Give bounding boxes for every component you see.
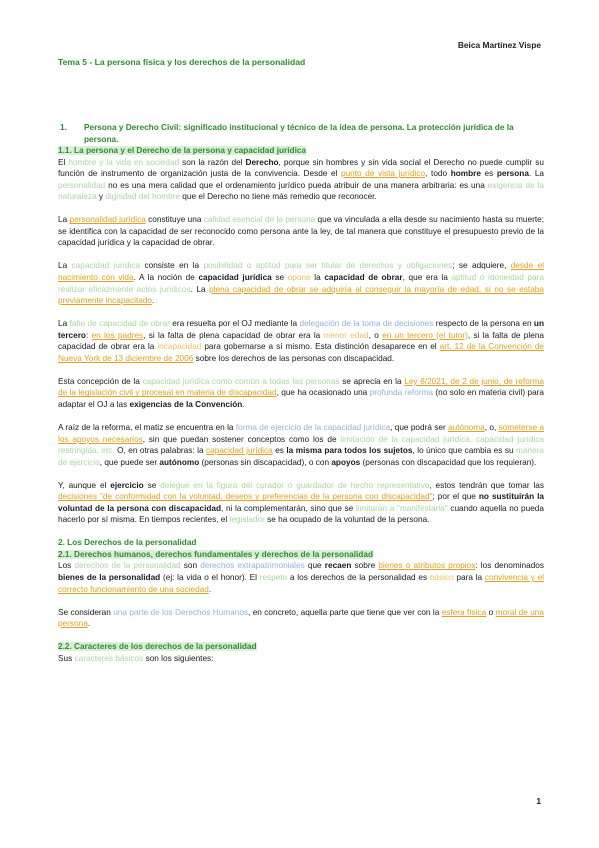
section-2-heading: 2. Los Derechos de la personalidad [58,538,197,548]
paragraph-4: La falta de capacidad de obrar era resuelta por el OJ mediante la delegación de la toma de decisiones respecto de la persona en un tercero: en los padres, si la falta de plena capacidad de obrar era la menor edad, o en un tercero (el tutor), si la falta de plena capacidad de obrar era la incapacidad para gobernarse a sí mismo. Esta distinción desaparece en el art. 12 de la Convención de Nueva York de 13 diciembre de 2006 sobre los derechos de las personas con discapacidad. [58,319,545,363]
page-number: 1 [536,796,541,806]
section-title: Persona y Derecho Civil: significado institucional y técnico de la idea de persona. La protección jurídica de la persona. [84,123,514,144]
paragraph-2: La personalidad jurídica constituye una calidad esencial de la persona que va vinculada a ella desde su nacimiento hasta su muerte; se identifica con la capacidad de ser reconocido como persona ante la ley, de tal manera que constituye el presupuesto previo de la capacidad jurídica y la capacidad de obrar. [58,215,544,248]
document-body [58,122,544,676]
paragraph-6: A raíz de la reforma, el matiz se encuentra en la forma de ejercicio de la capacidad jurídica, que podrá ser autónoma, o, someterse a los apoyos necesarios, sin que puedan sostener conceptos como los de limitación de la capacidad jurídica, capacidad jurídica restringida, etc. O, en otras palabras: la capacidad jurídica es la misma para todos los sujetos, lo único que cambia es su manera de ejercicio, que puede ser autónomo (personas sin discapacidad), o con apoyos (personas con discapacidad que los requieran). [58,422,544,467]
paragraph-8: Los derechos de la personalidad son derechos extrapatrimoniales que recaen sobre bienes o atributos propios: los denominados bienes de la personalidad (ej: la vida o el honor). El respeto a los derechos de la personalidad es básico para la convivencia y el correcto funcionamiento de una sociedad. [58,561,545,594]
author-name: Beica Martínez Vispe [457,40,541,50]
paragraph-7: Y, aunque el ejercicio se delegue en la figura del curador o guardador de hecho representativo, estos tendrán que tomar las decisiones "de conformidad con la voluntad, deseos y preferencias de la persona con discapacidad"; por el que no sustituirán la voluntad de la persona con discapacidad, ni la complementarán, sino que se limitarán a "manifestarla" cuando aquella no pueda hacerlo por sí misma. En tiempos recientes, el legislador se ha ocupado de la voluntad de la persona. [58,480,545,525]
section-number: 1. [60,123,67,132]
paragraph-10: Sus caracteres básicos son los siguientes: [58,653,214,663]
paragraph-9: Se consideran una parte de los Derechos Humanos, en concreto, aquella parte que tiene que ver con la esfera física o moral de una persona. [58,607,544,629]
paragraph-3: La capacidad jurídica consiste en la posibilidad o aptitud para ser titular de derechos y obligaciones; se adquiere, desde el nacimiento con vida. A la noción de capacidad jurídica se opone la capacidad de obrar, que era la aptitud o idoneidad para realizar eficazmente actos jurídicos. La plena capacidad de obrar se adquiría al conseguir la mayoría de edad, si no se estaba previamente incapacitado. [58,261,545,306]
paragraph-5: Esta concepción de la capacidad jurídica como común a todas las personas se aprecia en la Ley 8/2021, de 2 de junio, de reforma de la legislación civil y procesal en materia de discapacidad, que ha ocasionado una profunda reforma (no solo en materia civil) para adaptar el OJ a las exigencias de la Convención. [58,376,544,409]
subsection-2-1-heading: 2.1. Derechos humanos, derechos fundamentales y derechos de la personalidad [58,549,373,559]
paragraph-1: El hombre y la vida en sociedad son la razón del Derecho, porque sin hombres y sin vida social el Derecho no puede cumplir su función de instrumento de organización justa de la convivencia. Desde el punto de vista jurídico, todo hombre es persona. La personalidad no es una mera calidad que el ordenamiento jurídico pueda atribuir de una manera arbitraria: es una exigencia de la naturaleza y dignidad del hombre que el Derecho no tiene más remedio que reconocer. [58,157,544,202]
document-title: Tema 5 - La persona física y los derechos de la personalidad [58,57,306,67]
section-1-heading [58,122,544,145]
subsection-1-1-heading: 1.1. La persona y el Derecho de la persona y capacidad jurídica [58,146,307,156]
subsection-2-2-heading: 2.2. Caracteres de los derechos de la personalidad [58,642,257,652]
